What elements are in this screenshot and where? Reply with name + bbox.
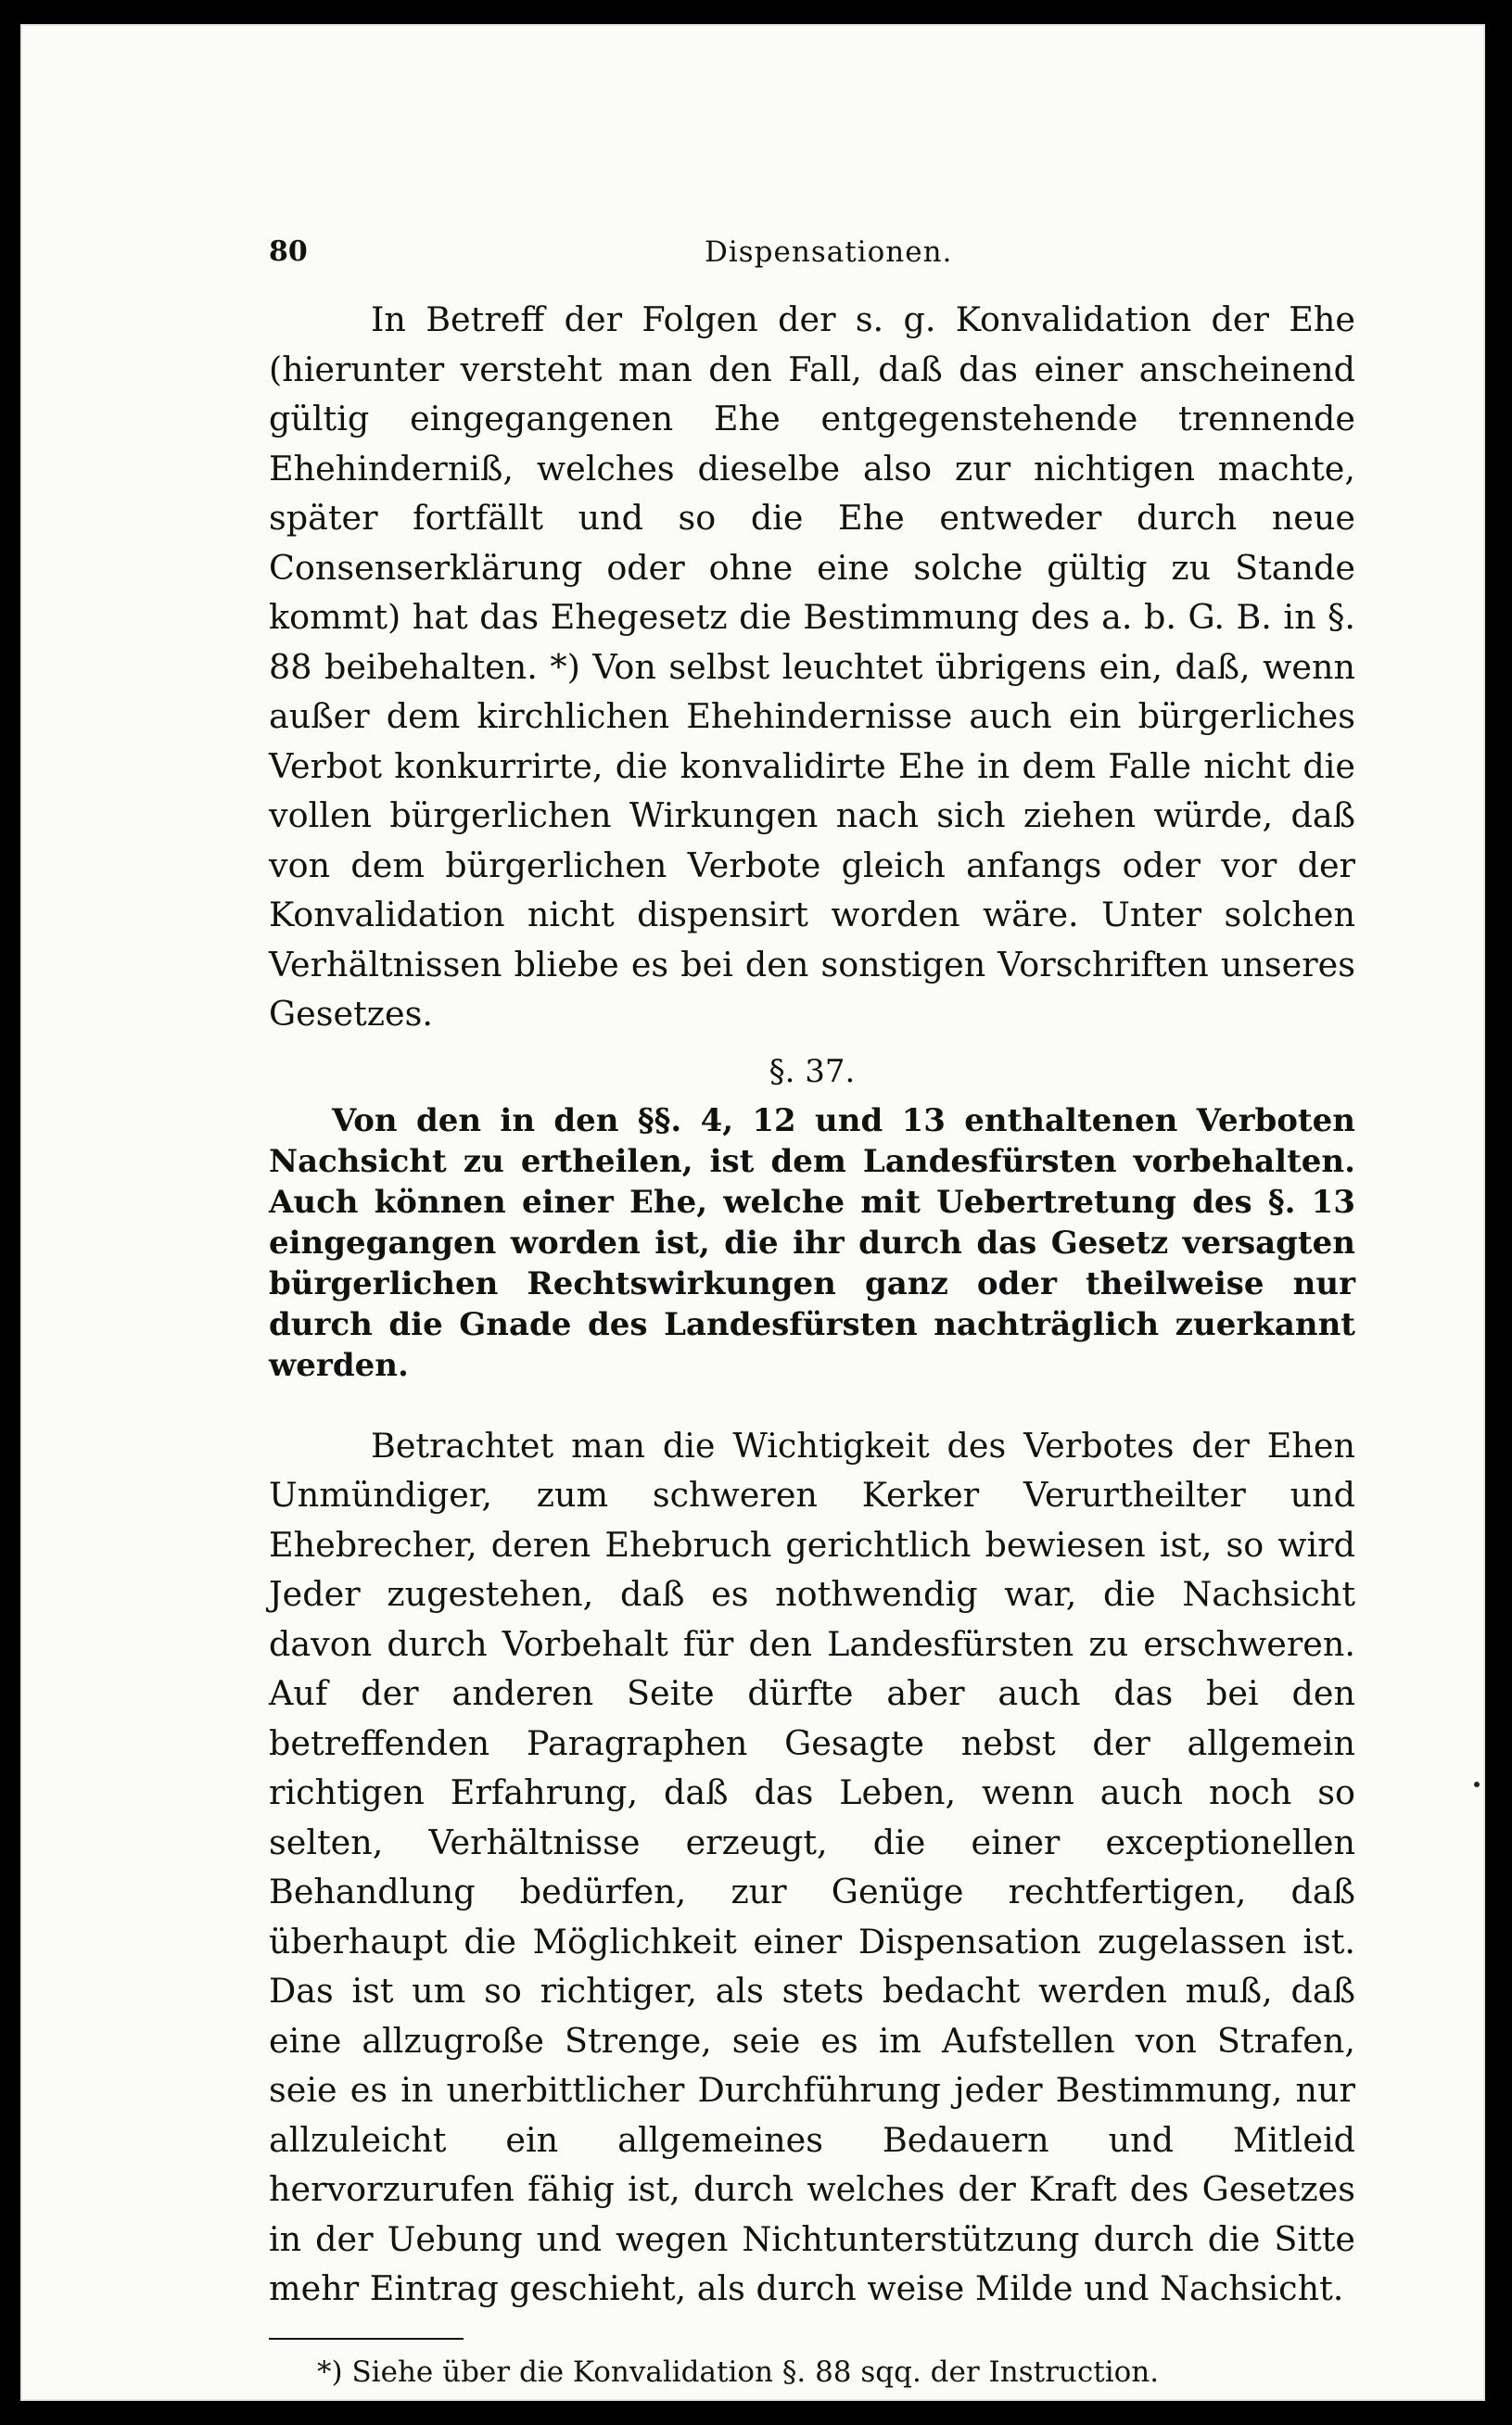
body-paragraph-1: In Betreff der Folgen der s. g. Konvalidation der Ehe (hierunter versteht man den Fall, daß das einer anscheinend gültig eingegangenen Ehe entgegenstehende trennende Ehehinderniß, welches dieselbe also zur nichtigen machte, später fortfällt und so die Ehe entweder durch neue Consenserklärung oder ohne eine solche gültig zu Stande kommt) hat das Ehegesetz die Bestimmung des a. b. G. B. in §. 88 beibehalten. *) Von selbst leuchtet übrigens ein, daß, wenn außer dem kirchlichen Ehehindernisse auch ein bürgerliches Verbot konkurrirte, die konvalidirte Ehe in dem Falle nicht die vollen bürgerlichen Wirkungen nach sich ziehen würde, daß von dem bürgerlichen Verbote gleich anfangs oder vor der Konvalidation nicht dispensirt worden wäre. Unter solchen Verhältnissen bliebe es bei den sonstigen Vorschriften unseres Gesetzes. [269,299,1355,1034]
running-title: Dispensationen. [705,235,953,269]
footnote: *) Siehe über die Konvalidation §. 88 sqq. der Instruction. [317,2355,1160,2389]
scan-edge [1503,0,1512,2425]
page-content [269,230,1355,2393]
margin-speck [1474,1782,1480,1787]
statute-text: Von den in den §§. 4, 12 und 13 enthaltenen Verboten Nachsicht zu ertheilen, ist dem Landesfürsten vorbehalten. Auch können einer Ehe, welche mit Uebertretung des §. 13 eingegangen worden ist, die ihr durch das Gesetz versagten bürgerlichen Rechtswirkungen ganz oder theilweise nur durch die Gnade des Landesfürsten nachträglich zuerkannt werden. [269,1101,1355,1384]
section-heading: §. 37. [769,1052,856,1090]
body-paragraph-2: Betrachtet man die Wichtigkeit des Verbotes der Ehen Unmündiger, zum schweren Kerker Verurtheilter und Ehebrecher, deren Ehebruch gerichtlich bewiesen ist, so wird Jeder zugestehen, daß es nothwendig war, die Nachsicht davon durch Vorbehalt für den Landesfürsten zu erschweren. Auf der anderen Seite dürfte aber auch das bei den betreffenden Paragraphen Gesagte nebst der allgemein richtigen Erfahrung, daß das Leben, wenn auch noch so selten, Verhältnisse erzeugt, die einer exceptionellen Behandlung bedürfen, zur Genüge rechtfertigen, daß überhaupt die Möglichkeit einer Dispensation zugelassen ist. Das ist um so richtiger, als stets bedacht werden muß, daß eine allzugroße Strenge, seie es im Aufstellen von Strafen, seie es in unerbittlicher Durchführung jeder Bestimmung, nur allzuleicht ein allgemeines Bedauern und Mitleid hervorzurufen fähig ist, durch welches der Kraft des Gesetzes in der Uebung und wegen Nichtunterstützung durch die Sitte mehr Eintrag geschieht, als durch weise Milde und Nachsicht. [269,1425,1355,2308]
running-head [269,230,1355,274]
page-number: 80 [269,235,308,268]
book-page [20,24,1485,2401]
footnote-divider [269,2338,464,2340]
